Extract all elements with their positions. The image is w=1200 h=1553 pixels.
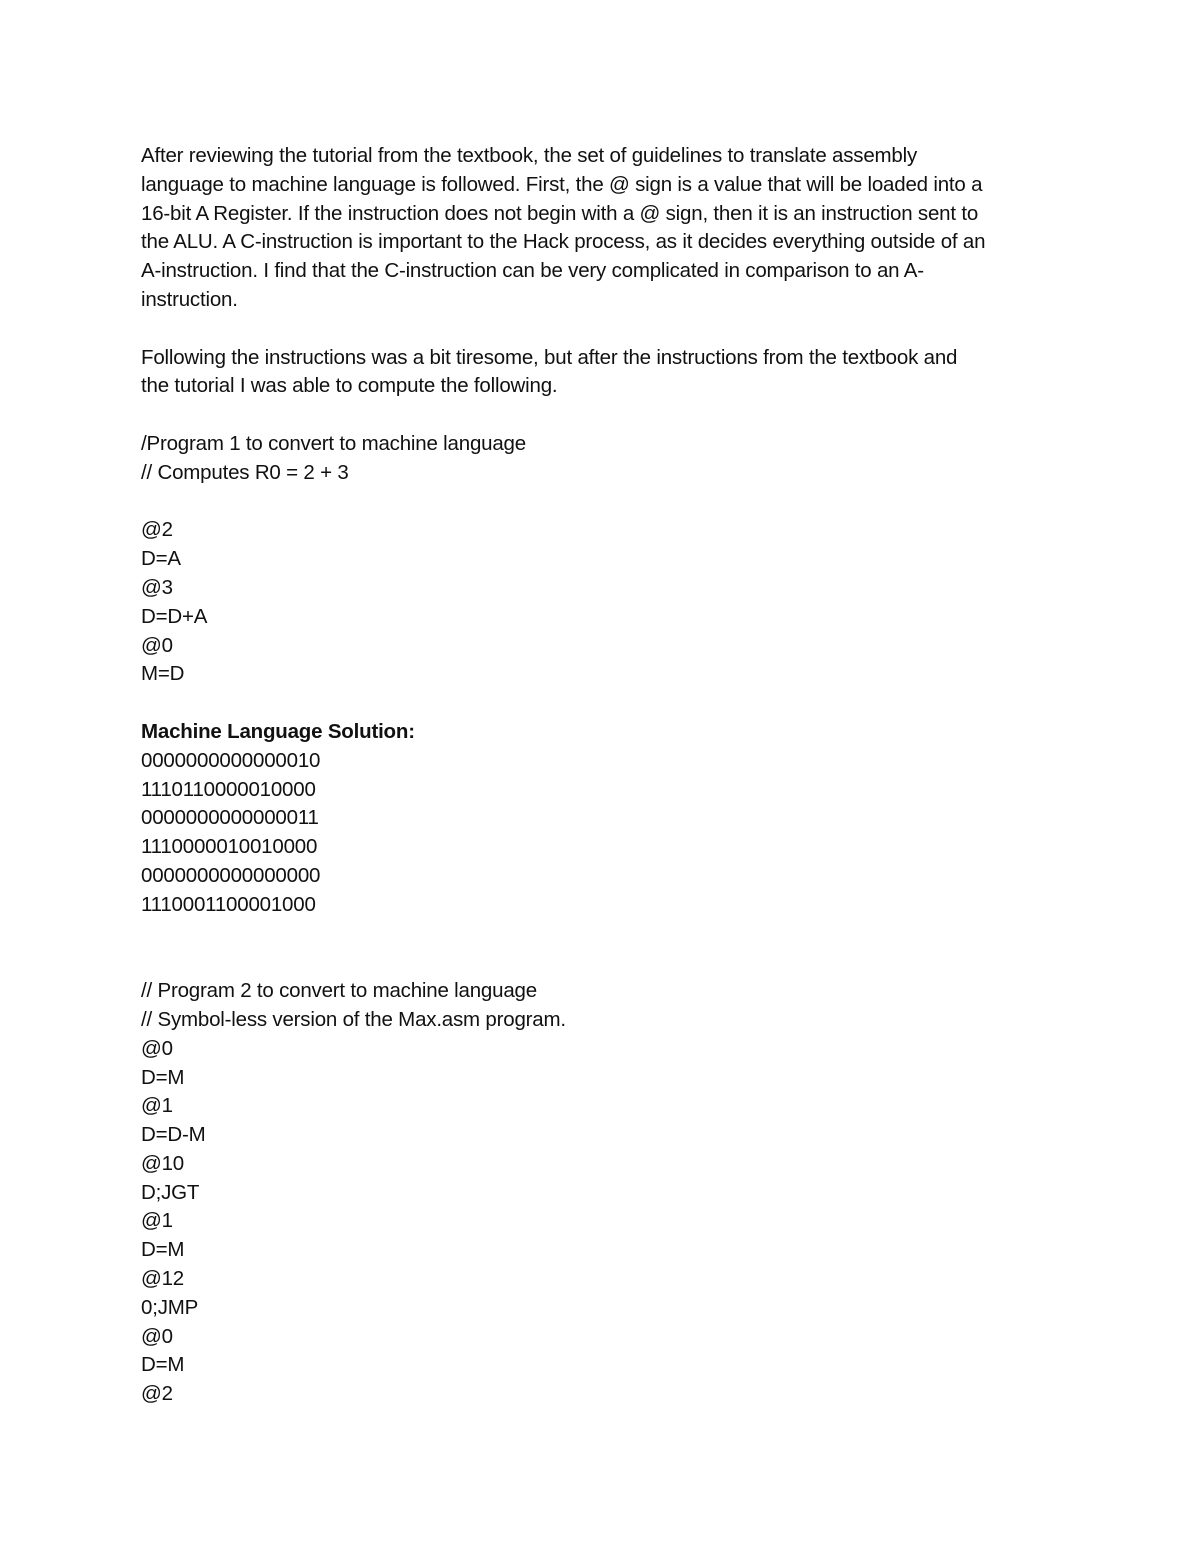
program1-comment: /Program 1 to convert to machine language [141,431,526,455]
program1-comment: // Computes R0 = 2 + 3 [141,460,349,484]
code-line: D=D-M [141,1123,206,1147]
following-line: the tutorial I was able to compute the following. [141,374,558,398]
program2-code [141,1035,1071,1409]
spacer [141,315,1071,344]
code-line: @3 [141,575,173,599]
following-paragraph [141,344,1071,402]
intro-line: 16-bit A Register. If the instruction does not begin with a @ sign, then it is an instruction sent to [141,201,979,225]
code-line: D=M [141,1065,185,1089]
intro-paragraph [141,142,1071,315]
code-line: @2 [141,518,173,542]
intro-line: language to machine language is followed. First, the @ sign is a value that will be loaded into a [141,172,983,196]
binary-line: 1110000010010000 [141,835,318,859]
program2-section [141,977,1071,1409]
code-line: @1 [141,1209,173,1233]
binary-line: 0000000000000000 [141,863,321,887]
code-line: D=D+A [141,604,208,628]
program2-comment: // Symbol-less version of the Max.asm program. [141,1007,566,1031]
code-line: 0;JMP [141,1295,199,1319]
document-page [141,142,1071,1409]
code-line: @10 [141,1151,185,1175]
intro-line: instruction. [141,287,238,311]
code-line: M=D [141,662,185,686]
intro-line: the ALU. A C-instruction is important to the Hack process, as it decides everything outside of an [141,230,986,254]
spacer [141,401,1071,430]
code-line: D;JGT [141,1180,200,1204]
code-line: D=M [141,1238,185,1262]
program1-code [141,516,1071,689]
program1-solution [141,747,1071,920]
code-line: D=A [141,547,181,571]
spacer [141,488,1071,517]
program2-comment: // Program 2 to convert to machine language [141,979,537,1003]
program1-section [141,430,1071,920]
binary-line: 0000000000000011 [141,806,319,830]
solution-heading: Machine Language Solution: [141,719,415,743]
intro-line: A-instruction. I find that the C-instruction can be very complicated in comparison to an A- [141,259,924,283]
binary-line: 1110110000010000 [141,777,316,801]
code-line: @0 [141,1324,173,1348]
code-line: @2 [141,1382,173,1406]
code-line: @0 [141,1036,173,1060]
code-line: @0 [141,633,173,657]
binary-line: 1110001100001000 [141,892,316,916]
following-line: Following the instructions was a bit tiresome, but after the instructions from the textbook and [141,345,958,369]
intro-line: After reviewing the tutorial from the textbook, the set of guidelines to translate assembly [141,144,918,167]
code-line: @12 [141,1267,185,1291]
binary-line: 0000000000000010 [141,748,321,772]
spacer [141,920,1071,978]
code-line: @1 [141,1094,173,1118]
code-line: D=M [141,1353,185,1377]
spacer [141,689,1071,718]
